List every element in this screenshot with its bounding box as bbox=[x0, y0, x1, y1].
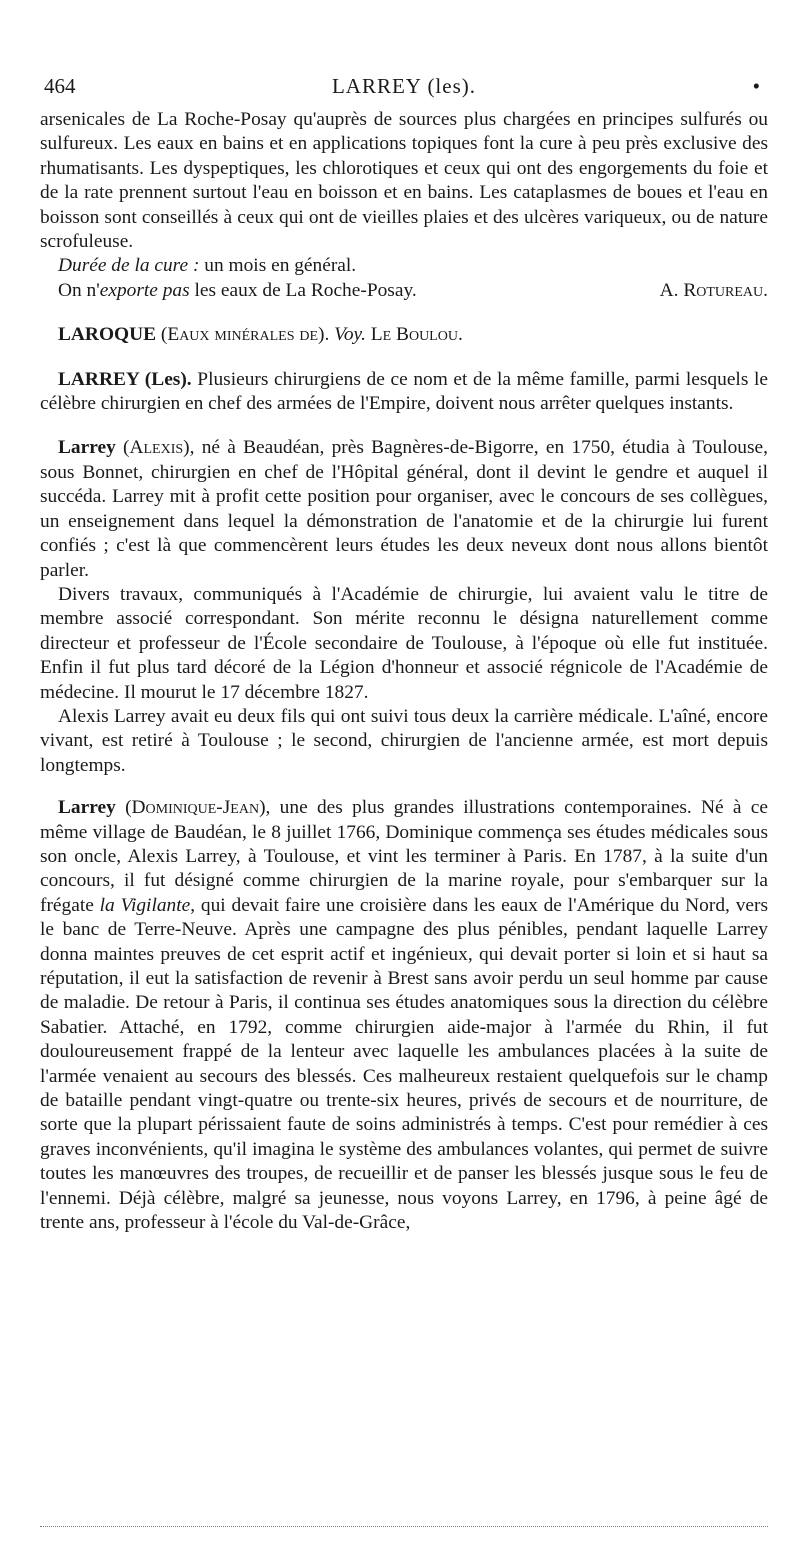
laroque-reference: Le Boulou. bbox=[365, 324, 463, 346]
author-signature: A. Rotureau. bbox=[659, 279, 768, 301]
document-page bbox=[40, 74, 768, 1235]
alexis-name: Larrey bbox=[58, 437, 116, 459]
cure-duration-label: Durée de la cure : bbox=[58, 255, 200, 277]
alexis-paragraph-2: Divers travaux, communiqués à l'Académie de chirurgie, lui avaient valu le titre de membre associé correspondant. Son mérite reconnu le désigna naturellement comme directeur et professeur de l'École secondaire de Toulouse, à l'époque où elle fut instituée. Enfin il fut plus tard décoré de la Légion d'honneur et associé régnicole de l'Académie de médecine. Il mourut le 17 décembre 1827. bbox=[40, 583, 768, 703]
laroque-subheading: (Eaux minérales de). bbox=[156, 324, 335, 346]
export-note-b: les eaux de La Roche-Posay. bbox=[189, 279, 417, 301]
export-note-a: On n' bbox=[58, 279, 100, 301]
larrey-heading: LARREY bbox=[58, 368, 140, 390]
export-note bbox=[58, 279, 417, 303]
export-line bbox=[40, 279, 768, 303]
larrey-intro-text: Plusieurs chirurgiens de ce nom et de la même famille, parmi lesquels le célèbre chirurgien en chef des armées de l'Empire, doivent nous arrêter quelques instants. bbox=[40, 368, 768, 415]
alexis-text-1: , né à Beaudéan, près Bagnères-de-Bigorre, en 1750, étudia à Toulouse, sous Bonnet, chirurgien en chef de l'Hôpital général, dont il devint le gendre et auquel il succéda. Larrey mit à profit cette position pour organiser, avec le concours de ses collègues, un enseignement dans lequel la démonstration de l'anatomie et de la chirurgie lui furent confiés ; c'est là que commencèrent leurs études les deux neveux dont nous allons bientôt parler. bbox=[40, 437, 769, 581]
dominique-paragraph bbox=[40, 796, 768, 1235]
running-title: LARREY (les). bbox=[331, 74, 477, 98]
dominique-given-name: (Dominique-Jean) bbox=[115, 797, 266, 819]
alexis-paragraph-3: Alexis Larrey avait eu deux fils qui ont suivi tous deux la carrière médicale. L'aîné, encore vivant, est retiré à Toulouse ; le second, chirurgien de l'ancienne armée, est mort depuis longtemps. bbox=[40, 705, 768, 776]
alexis-given-name: (Alexis) bbox=[115, 437, 190, 459]
larrey-intro bbox=[40, 368, 768, 417]
voy-label: Voy. bbox=[334, 324, 366, 346]
dominique-text-a: , une des plus grandes illustrations contemporaines. Né à ce même village de Baudéan, le 8 juillet 1766, Dominique commença ses études médicales sous son oncle, Alexis Larrey, à Toulouse, et vint les terminer à Paris. En 1787, à la suite d'un concours, il fut désigné comme chirurgien de la marine royale, pour s'embarquer sur la frégate bbox=[40, 797, 768, 916]
dominique-name: Larrey bbox=[58, 797, 116, 819]
page-header bbox=[40, 74, 768, 108]
header-mark: • bbox=[752, 74, 760, 98]
spacer bbox=[40, 778, 768, 796]
page-number: 464 bbox=[44, 74, 76, 98]
spacer bbox=[40, 416, 768, 436]
ship-name: la Vigilante bbox=[99, 894, 191, 916]
cure-duration-text: un mois en général. bbox=[199, 255, 357, 277]
footer-dotted-rule bbox=[40, 1526, 768, 1527]
spacer bbox=[40, 303, 768, 323]
roche-posay-paragraph: arsenicales de La Roche-Posay qu'auprès de sources plus chargées en principes sulfurés ou sulfureux. Les eaux en bains et en applications topiques font la cure à peu près exclusive des rhumatisants. Les dyspeptiques, les chlorotiques et ceux qui ont des engorgements du foie et de la rate prennent surtout l'eau en boisson et en bains. Les cataplasmes de boues et l'eau en boisson sont conseillés à ceux qui ont de vieilles plaies et des ulcères variqueux, ou de nature scrofuleuse. bbox=[40, 109, 768, 253]
spacer bbox=[40, 348, 768, 368]
cure-duration bbox=[40, 254, 768, 278]
alexis-paragraph-1 bbox=[40, 436, 768, 582]
larrey-heading-sub: (Les). bbox=[139, 368, 192, 390]
laroque-entry bbox=[40, 323, 768, 347]
laroque-heading: LAROQUE bbox=[58, 324, 157, 346]
export-note-em: exporte pas bbox=[99, 279, 190, 301]
dominique-text-b: , qui devait faire une croisière dans les eaux de l'Amérique du Nord, vers le banc de Terre-Neuve. Après une campagne des plus pénibles, pendant laquelle Larrey donna maintes preuves de cet esprit actif et ingénieux, qui devait porter si loin et si haut sa réputation, il eut la satisfaction de revenir à Brest sans avoir perdu un seul homme par cause de maladie. De retour à Paris, il continua ses études anatomiques sous la direction du célèbre Sabatier. Attaché, en 1792, comme chirurgien aide-major à l'armée du Rhin, il fut douloureusement frappé de la lenteur avec laquelle les ambulances placées à la suite de l'armée venaient au secours des blessés. Ces malheureux restaient quelquefois sur le champ de bataille pendant vingt-quatre ou trente-six heures, privés de secours et de nourriture, de sorte que la plupart périssaient faute de soins administrés à temps. C'est pour remédier à ces graves inconvénients, qu'il imagina le système des ambulances volantes, qui permet de suivre toutes les manœuvres des troupes, de recueillir et de panser les blessés jusque sous le feu de l'ennemi. Déjà célèbre, malgré sa jeunesse, nous voyons Larrey, en 1796, à peine âgé de trente ans, professeur à l'école du Val-de-Grâce, bbox=[40, 894, 769, 1234]
